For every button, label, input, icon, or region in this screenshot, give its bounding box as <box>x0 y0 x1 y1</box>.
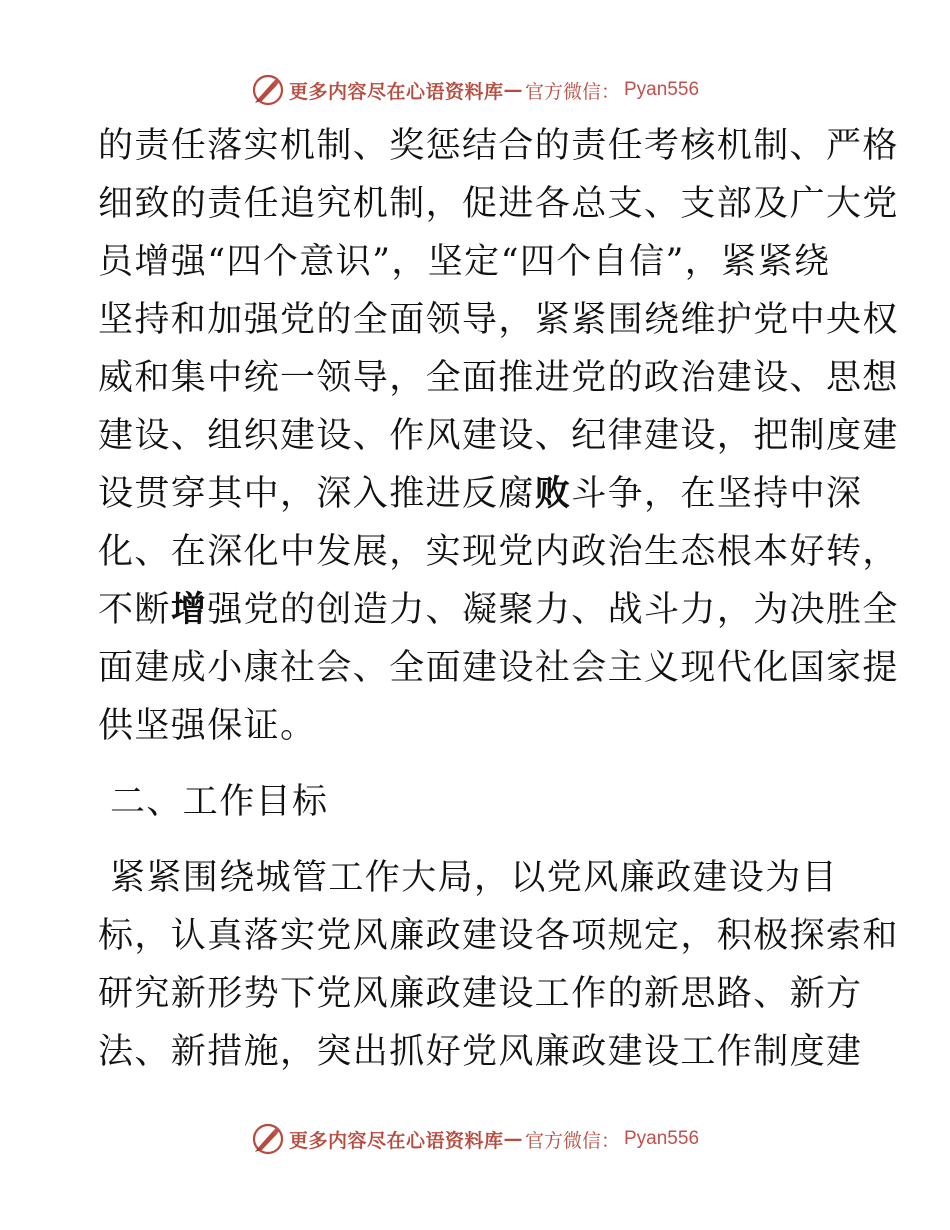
footer-dash: — <box>503 1128 523 1150</box>
body-line-8: 化、在深化中发展，实现党内政治生态根本好转， <box>98 532 899 572</box>
body-line-5: 威和集中统一领导，全面推进党的政治建设、思想 <box>98 358 899 398</box>
para2-line-2: 标，认真落实党风廉政建设各项规定，积极探索和 <box>98 916 899 956</box>
body-line-11: 供坚强保证。 <box>98 706 317 746</box>
body-line-1: 的责任落实机制、奖惩结合的责任考核机制、严格 <box>98 126 899 166</box>
footer-slogan: 更多内容尽在心语资料库 <box>288 1129 504 1152</box>
banner-wechat-id: Pyan556 <box>624 79 700 100</box>
body-line-9-text-b: 强党的创造力、凝聚力、战斗力，为决胜全 <box>207 590 899 630</box>
body-line-7-text-b: 斗争，在坚持中深 <box>571 474 863 514</box>
para2-line-3: 研究新形势下党风廉政建设工作的新思路、新方 <box>98 974 863 1014</box>
body-line-3: 员增强“四个意识”，坚定“四个自信”，紧紧绕 <box>98 242 831 282</box>
body-line-9-bold-char: 增 <box>170 590 208 630</box>
footer-banner <box>0 1119 950 1159</box>
footer-wechat-id: Pyan556 <box>624 1128 700 1149</box>
body-line-6: 建设、组织建设、作风建设、纪律建设，把制度建 <box>98 416 899 456</box>
body-line-10: 面建成小康社会、全面建设社会主义现代化国家提 <box>98 648 899 688</box>
body-line-7-text-a: 设贯穿其中，深入推进反腐 <box>98 474 535 514</box>
pen-logo-icon <box>251 73 285 107</box>
body-line-7-bold-char: 败 <box>534 474 572 514</box>
banner-dash: — <box>503 79 523 101</box>
footer-wechat-label: 官方微信： <box>524 1129 620 1152</box>
para2-line-1: 紧紧围绕城管工作大局，以党风廉政建设为目 <box>110 858 839 898</box>
body-line-7 <box>98 474 862 514</box>
header-banner <box>0 70 950 110</box>
section-heading: 二、工作目标 <box>110 782 329 822</box>
banner-wechat-label: 官方微信： <box>524 80 620 103</box>
body-line-4: 坚持和加强党的全面领导，紧紧围绕维护党中央权 <box>98 300 899 340</box>
para2-line-4: 法、新措施，突出抓好党风廉政建设工作制度建 <box>98 1032 863 1072</box>
body-line-2: 细致的责任追究机制，促进各总支、支部及广大党 <box>98 184 899 224</box>
body-line-9-text-a: 不断 <box>98 590 171 630</box>
pen-logo-icon <box>251 1122 285 1156</box>
banner-slogan: 更多内容尽在心语资料库 <box>288 80 504 103</box>
body-line-9 <box>98 590 899 630</box>
